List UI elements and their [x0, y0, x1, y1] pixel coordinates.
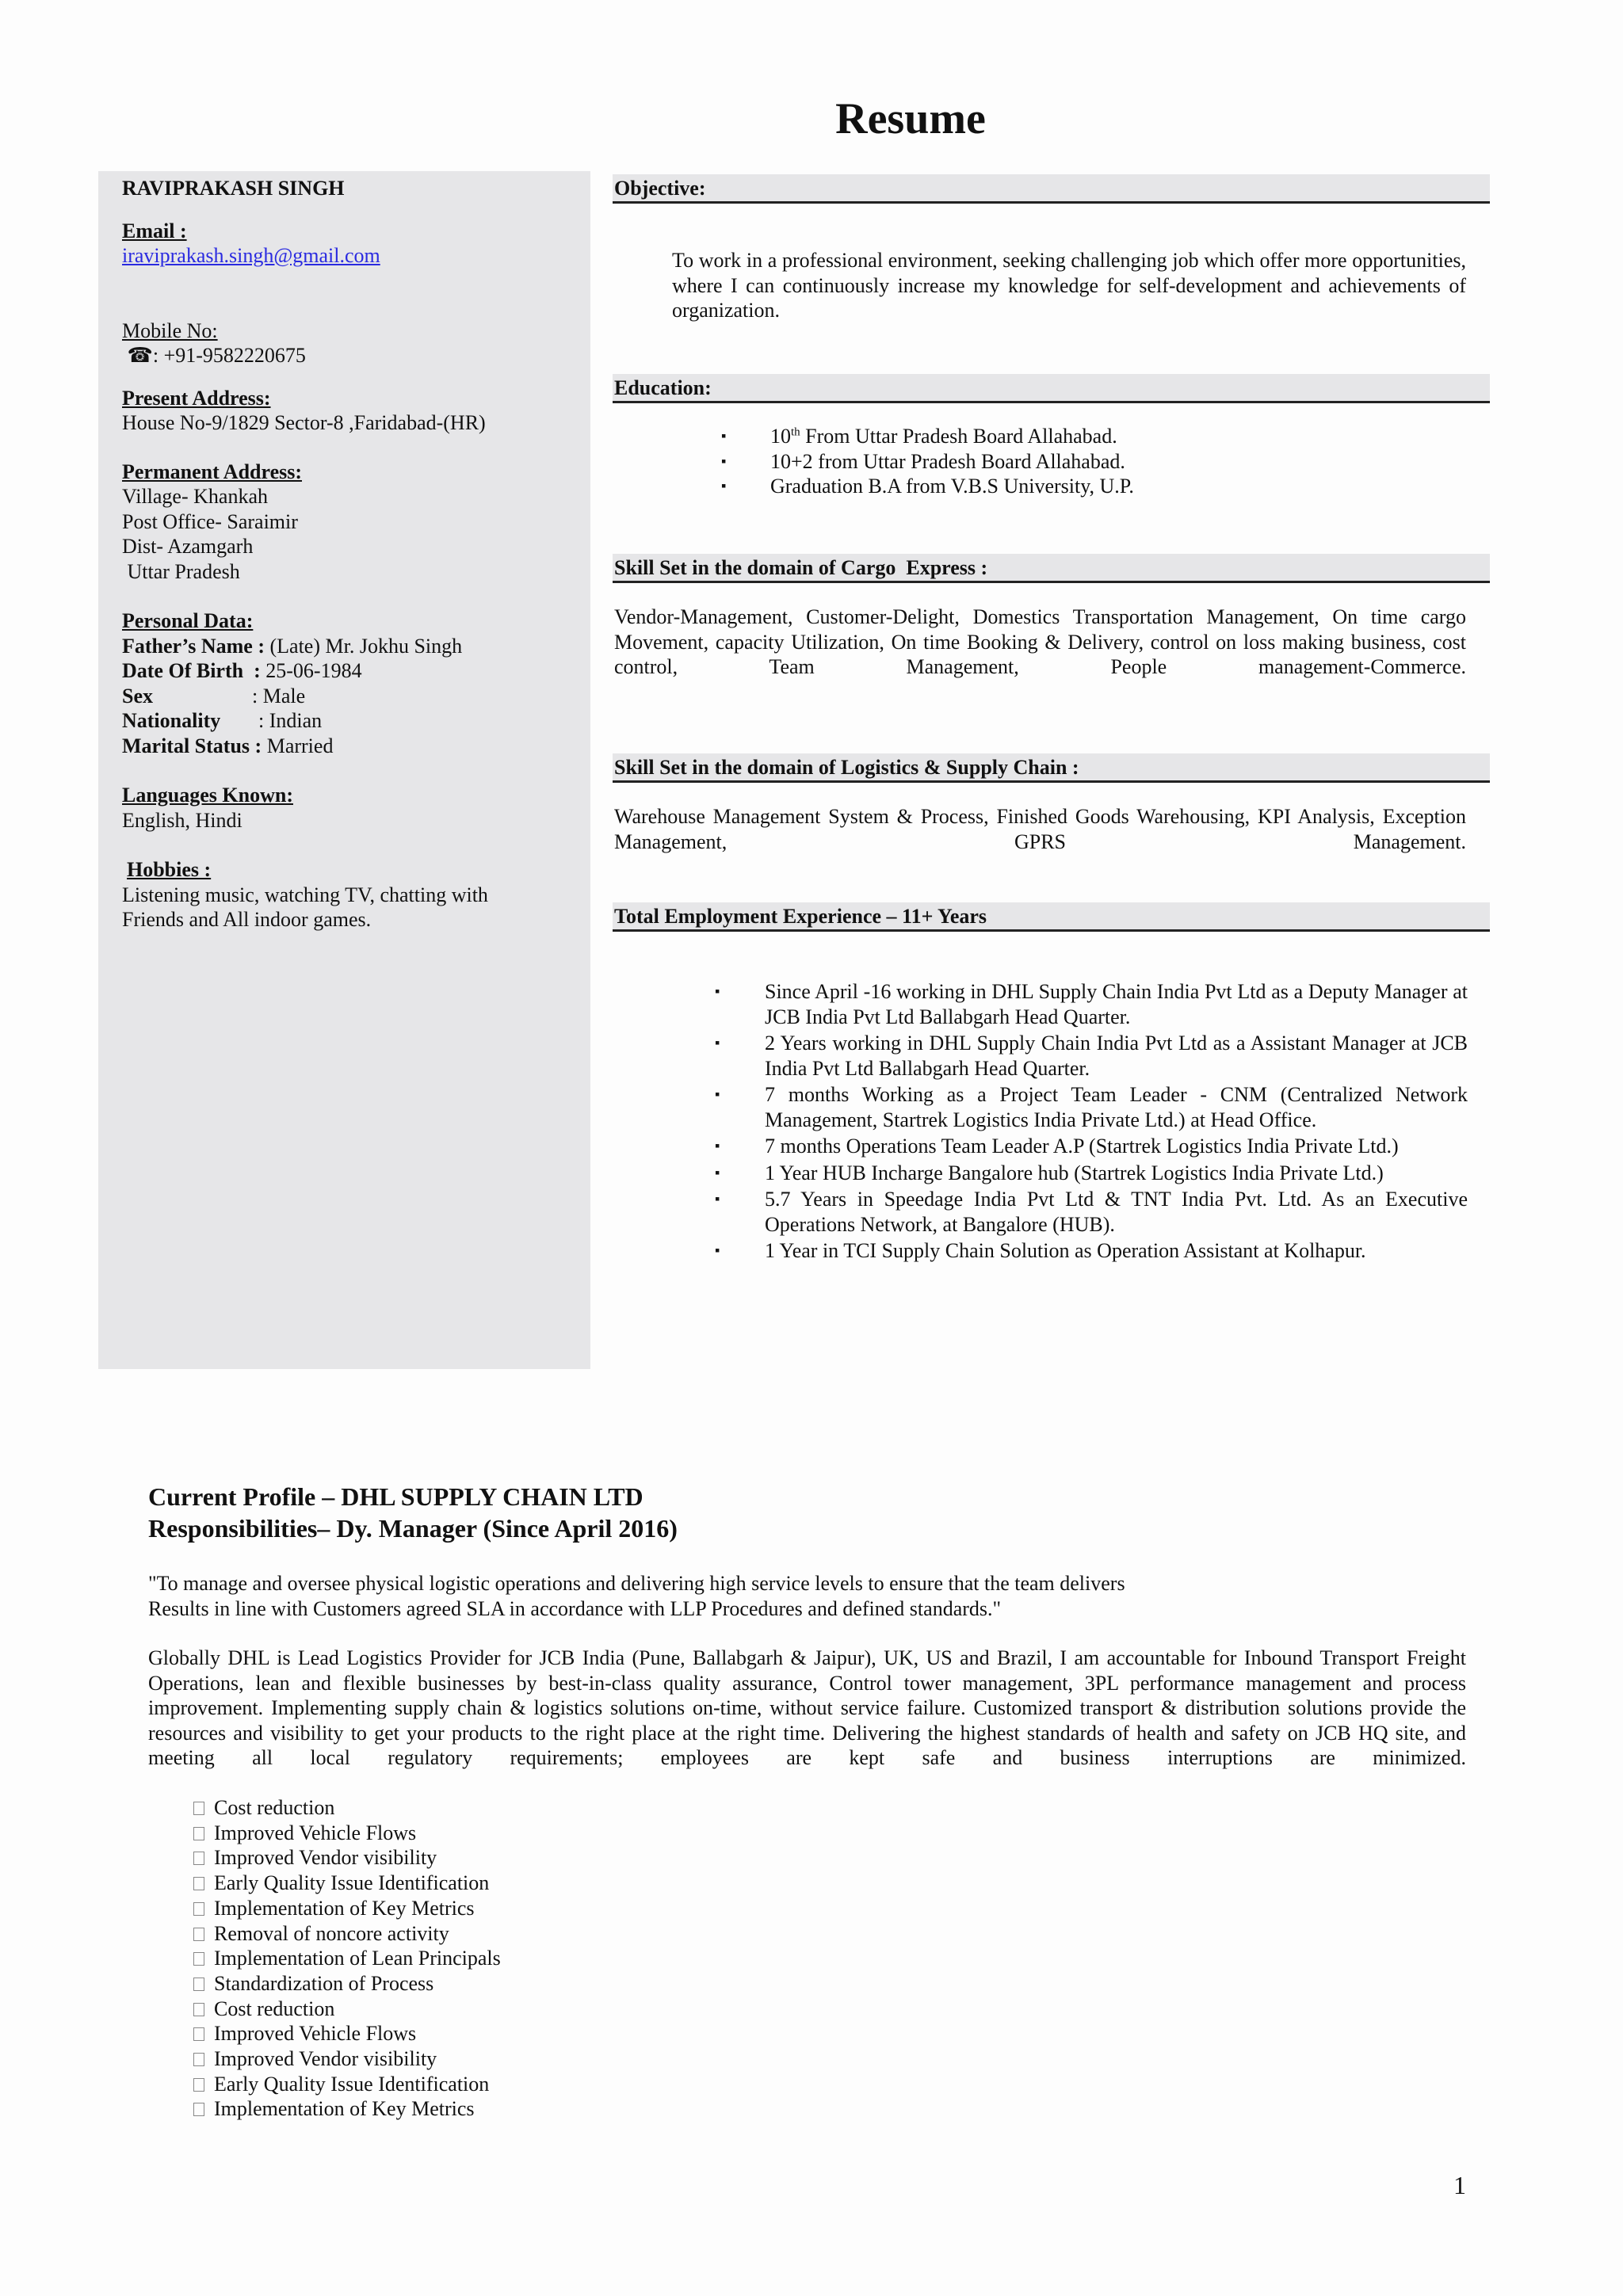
checkbox-icon — [193, 2103, 204, 2116]
experience-item: 2 Years working in DHL Supply Chain India Pvt Ltd as a Assistant Manager at JCB India Pvt Ltd Ballabgarh Head Quarter. — [765, 1032, 1468, 1080]
objective-heading: Objective: — [613, 174, 1490, 204]
page-number: 1 — [1453, 2171, 1466, 2199]
list-item — [713, 1134, 1468, 1159]
skills-logistics-heading: Skill Set in the domain of Logistics & Supply Chain : — [613, 753, 1490, 783]
bullet-icon: ▪ — [721, 452, 727, 469]
email-label: Email : — [122, 219, 187, 242]
personal-row — [122, 634, 582, 659]
field-value: 25-06-1984 — [260, 659, 362, 682]
checklist-item — [193, 1871, 501, 1896]
languages-label: Languages Known: — [122, 784, 293, 807]
checklist-text: Improved Vendor visibility — [214, 1846, 437, 1870]
checklist-text: Cost reduction — [214, 1796, 335, 1819]
mobile-number: : +91-9582220675 — [152, 344, 306, 367]
list-item — [713, 979, 1468, 1029]
experience-heading: Total Employment Experience – 11+ Years — [613, 902, 1490, 932]
bullet-icon: ▪ — [721, 428, 727, 444]
checklist-text: Implementation of Key Metrics — [214, 2097, 475, 2121]
quote-line: "To manage and oversee physical logistic operations and delivering high service levels to ensure that the team delivers — [148, 1572, 1125, 1595]
checklist-text: Improved Vehicle Flows — [214, 2022, 417, 2046]
list-item — [713, 1031, 1468, 1081]
bullet-icon: ▪ — [715, 1035, 720, 1051]
bullet-icon: ▪ — [721, 478, 727, 494]
checklist-item — [193, 1921, 501, 1947]
present-address-label: Present Address: — [122, 386, 271, 410]
field-label: Marital Status : — [122, 734, 262, 757]
responsibility-checklist — [193, 1795, 501, 2122]
checklist-item — [193, 1795, 501, 1821]
checklist-item — [193, 1821, 501, 1846]
checklist-text: Early Quality Issue Identification — [214, 1871, 490, 1895]
field-label: Date Of Birth : — [122, 659, 261, 682]
checkbox-icon — [193, 2003, 204, 2016]
experience-item: 7 months Working as a Project Team Leader - CNM (Centralized Network Management, Startrek Logistics India Private Ltd.) at Head Office. — [765, 1083, 1468, 1131]
objective-text: To work in a professional environment, seeking challenging job which offer more opportunities, where I can continuously increase my knowledge for self-development and achievements of organization. — [672, 249, 1466, 322]
experience-list — [713, 979, 1468, 1265]
education-heading: Education: — [613, 374, 1490, 403]
checklist-item — [193, 2072, 501, 2097]
checkbox-icon — [193, 1902, 204, 1916]
checklist-item — [193, 2046, 501, 2072]
page-title: Resume — [835, 94, 986, 143]
mobile-label: Mobile No: — [122, 318, 218, 342]
education-list — [721, 424, 1482, 499]
field-value: : Male — [252, 684, 306, 707]
checklist-text: Early Quality Issue Identification — [214, 2072, 490, 2096]
checklist-item — [193, 1946, 501, 1971]
checkbox-icon — [193, 2027, 204, 2041]
phone-icon: ☎ — [122, 344, 153, 367]
checklist-text: Implementation of Lean Principals — [214, 1947, 501, 1970]
checkbox-icon — [193, 1978, 204, 1991]
skills-cargo-text: Vendor-Management, Customer-Delight, Domestics Transportation Management, On time cargo Movement, capacity Utilization, On time Booking & Delivery, control on loss making business, cost control, Team Management, People management-Commerce. — [614, 605, 1466, 678]
skills-cargo-heading: Skill Set in the domain of Cargo Express : — [613, 554, 1490, 583]
hobbies-line: Listening music, watching TV, chatting with — [122, 883, 488, 906]
sidebar-content — [122, 176, 582, 933]
checkbox-icon — [193, 1952, 204, 1966]
email-link[interactable]: iraviprakash.singh@gmail.com — [122, 244, 380, 267]
checkbox-icon — [193, 1802, 204, 1815]
hobbies-line: Friends and All indoor games. — [122, 908, 372, 931]
personal-row — [122, 708, 582, 734]
checklist-item — [193, 1896, 501, 1921]
field-value: : Indian — [258, 709, 323, 732]
checkbox-icon — [193, 2078, 204, 2092]
field-label: Sex — [122, 684, 153, 707]
skills-logistics-text: Warehouse Management System & Process, Finished Goods Warehousing, KPI Analysis, Exception Management, GPRS Management. — [614, 805, 1466, 853]
mission-quote — [148, 1571, 1472, 1621]
responsibilities-heading: Responsibilities– Dy. Manager (Since April 2016) — [148, 1514, 678, 1543]
mobile-row — [122, 343, 582, 368]
superscript: th — [791, 425, 800, 439]
checkbox-icon — [193, 1827, 204, 1840]
checklist-text: Removal of noncore activity — [214, 1921, 449, 1945]
profile-paragraph: Globally DHL is Lead Logistics Provider for JCB India (Pune, Ballabgarh & Jaipur), UK, US and Brazil, I am accountable for Inbound Transport Freight Operations, lean and flexible businesses by best-in-class quality assurance, Control tower management, 3PL performance management and process improvement. Implementing supply chain & logistics solutions on-time, without service failure. Customized transport & distribution solutions provide the resources and visibility to get your products to the right place at the right time. Delivering the highest standards of health and safety on JCB HQ site, and meeting all local regulatory requirements; employees are kept safe and business interruptions are minimized. — [148, 1646, 1466, 1769]
education-item: 10+2 from Uttar Pradesh Board Allahabad. — [770, 449, 1125, 473]
education-item — [721, 425, 1117, 448]
checkbox-icon — [193, 1877, 204, 1890]
personal-row — [122, 734, 582, 759]
experience-item: 1 Year in TCI Supply Chain Solution as Operation Assistant at Kolhapur. — [765, 1239, 1366, 1262]
bullet-icon: ▪ — [715, 1164, 720, 1180]
experience-item: 1 Year HUB Incharge Bangalore hub (Startrek Logistics India Private Ltd.) — [765, 1161, 1384, 1184]
checkbox-icon — [193, 1852, 204, 1865]
languages-value: English, Hindi — [122, 808, 242, 832]
list-item — [721, 474, 1482, 499]
list-item — [721, 449, 1482, 475]
checklist-text: Implementation of Key Metrics — [214, 1896, 475, 1920]
list-item — [713, 1161, 1468, 1186]
bullet-icon: ▪ — [715, 1138, 720, 1154]
bullet-icon: ▪ — [715, 1086, 720, 1102]
personal-row — [122, 658, 582, 684]
checklist-text: Improved Vehicle Flows — [214, 1821, 417, 1844]
permanent-address-label: Permanent Address: — [122, 460, 303, 483]
personal-data-label: Personal Data: — [122, 609, 254, 632]
profile-heading: Current Profile – DHL SUPPLY CHAIN LTD — [148, 1482, 643, 1511]
education-text: From Uttar Pradesh Board Allahabad. — [800, 425, 1117, 448]
permanent-address-line: Uttar Pradesh — [122, 559, 240, 583]
experience-item: 7 months Operations Team Leader A.P (Startrek Logistics India Private Ltd.) — [765, 1135, 1399, 1158]
checklist-text: Cost reduction — [214, 1997, 335, 2020]
checklist-item — [193, 2021, 501, 2046]
permanent-address-line: Post Office- Saraimir — [122, 509, 298, 533]
hobbies-label: Hobbies : — [127, 858, 212, 881]
checklist-item — [193, 1997, 501, 2022]
field-value: Married — [262, 734, 334, 757]
quote-line: Results in line with Customers agreed SLA in accordance with LLP Procedures and defined standards." — [148, 1596, 1002, 1620]
list-item — [713, 1238, 1468, 1264]
education-item: Graduation B.A from V.B.S University, U.P. — [770, 475, 1134, 498]
present-address: House No-9/1829 Sector-8 ,Faridabad-(HR) — [122, 411, 486, 434]
list-item — [713, 1187, 1468, 1237]
bullet-icon: ▪ — [715, 1242, 720, 1258]
permanent-address-line: Village- Khankah — [122, 485, 268, 508]
list-item — [713, 1082, 1468, 1132]
experience-item: 5.7 Years in Speedage India Pvt Ltd & TNT India Pvt. Ltd. As an Executive Operations Network, at Bangalore (HUB). — [765, 1188, 1468, 1236]
checklist-item — [193, 1971, 501, 1997]
field-value: (Late) Mr. Jokhu Singh — [265, 634, 463, 658]
checkbox-icon — [193, 2053, 204, 2066]
personal-row — [122, 684, 582, 709]
checklist-text: Standardization of Process — [214, 1971, 434, 1995]
bullet-icon: ▪ — [715, 1191, 720, 1207]
field-label: Nationality — [122, 709, 221, 732]
list-item — [721, 424, 1482, 449]
experience-item: Since April -16 working in DHL Supply Chain India Pvt Ltd as a Deputy Manager at JCB India Pvt Ltd Ballabgarh Head Quarter. — [765, 980, 1468, 1028]
candidate-name: RAVIPRAKASH SINGH — [122, 177, 345, 200]
permanent-address-line: Dist- Azamgarh — [122, 535, 254, 558]
bullet-icon: ▪ — [715, 983, 720, 999]
education-text: 10 — [770, 425, 791, 448]
checklist-text: Improved Vendor visibility — [214, 2047, 437, 2071]
checklist-item — [193, 2096, 501, 2122]
checklist-item — [193, 1845, 501, 1871]
checkbox-icon — [193, 1928, 204, 1941]
field-label: Father’s Name : — [122, 634, 265, 658]
